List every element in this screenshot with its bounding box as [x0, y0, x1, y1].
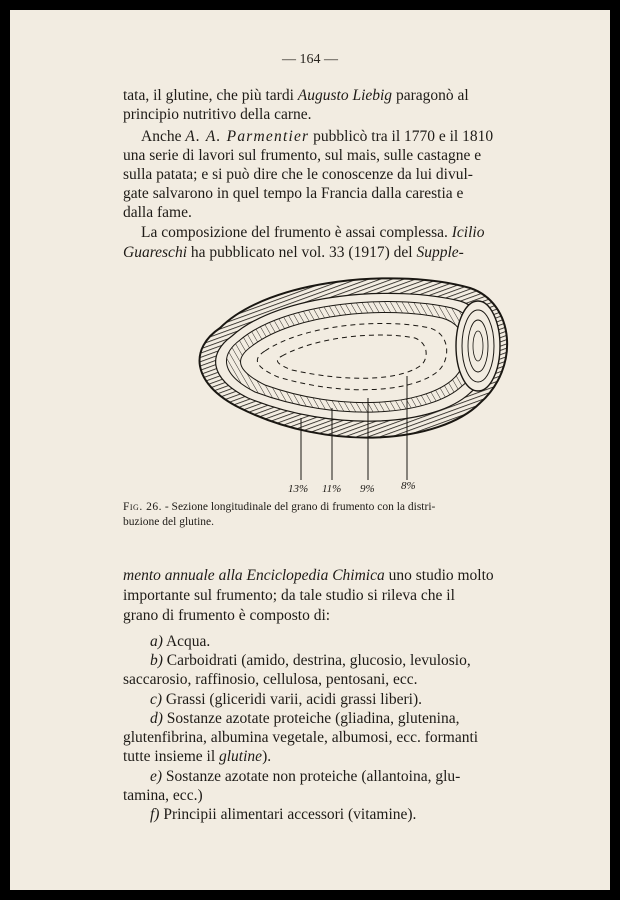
wheat-grain-diagram [180, 258, 520, 503]
text-line-12: grano di frumento è composto di: [123, 607, 331, 624]
list-item-d-cont2: tutte insieme il glutine). [123, 748, 272, 765]
gluten-label-9: 9% [360, 483, 375, 495]
text-line-11: importante sul frumento; da tale studio si rileva che il [123, 587, 455, 604]
text-line-4: una serie di lavori sul frumento, sul mais, sulle castagne e [123, 147, 482, 164]
list-item-b-cont: saccarosio, raffinosio, cellulosa, pentosani, ecc. [123, 671, 418, 688]
text-line-10: mento annuale alla Enciclopedia Chimica uno studio molto [123, 567, 494, 584]
list-item-e-cont: tamina, ecc.) [123, 787, 203, 804]
text-line-5: sulla patata; e si può dire che le conoscenze da lui divul- [123, 166, 473, 183]
gluten-label-8: 8% [401, 480, 416, 492]
gluten-label-11: 11% [322, 483, 342, 495]
list-item-d-cont: glutenfibrina, albumina vegetale, albumosi, ecc. formanti [123, 729, 479, 746]
list-item-b: b) Carboidrati (amido, destrina, glucosio, levulosio, [150, 652, 471, 669]
page-number: — 164 — [282, 52, 338, 67]
list-item-f: f) Principii alimentari accessori (vitamine). [150, 806, 417, 823]
list-item-e: e) Sostanze azotate non proteiche (allantoina, glu- [150, 768, 461, 785]
text-line-6: gate salvarono in quel tempo la Francia dalla carestia e [123, 185, 464, 202]
text-line-1: tata, il glutine, che più tardi Augusto Liebig paragonò al [123, 87, 469, 104]
text-line-9: Guareschi ha pubblicato nel vol. 33 (1917) del Supple- [123, 244, 464, 261]
text-line-7: dalla fame. [123, 204, 192, 221]
book-page [10, 10, 610, 890]
list-item-a: a) Acqua. [150, 633, 211, 650]
text-line-3: Anche A. A. Parmentier pubblicò tra il 1770 e il 1810 [141, 128, 494, 145]
text-line-2: principio nutritivo della carne. [123, 106, 312, 123]
list-item-c: c) Grassi (gliceridi varii, acidi grassi liberi). [150, 691, 423, 708]
figure-caption: Fig. 26. - Sezione longitudinale del grano di frumento con la distri- buzione del glutine. [123, 501, 436, 528]
gluten-label-13: 13% [288, 483, 309, 495]
text-line-8: La composizione del frumento è assai complessa. Icilio [141, 224, 485, 241]
list-item-d: d) Sostanze azotate proteiche (gliadina, glutenina, [150, 710, 460, 727]
